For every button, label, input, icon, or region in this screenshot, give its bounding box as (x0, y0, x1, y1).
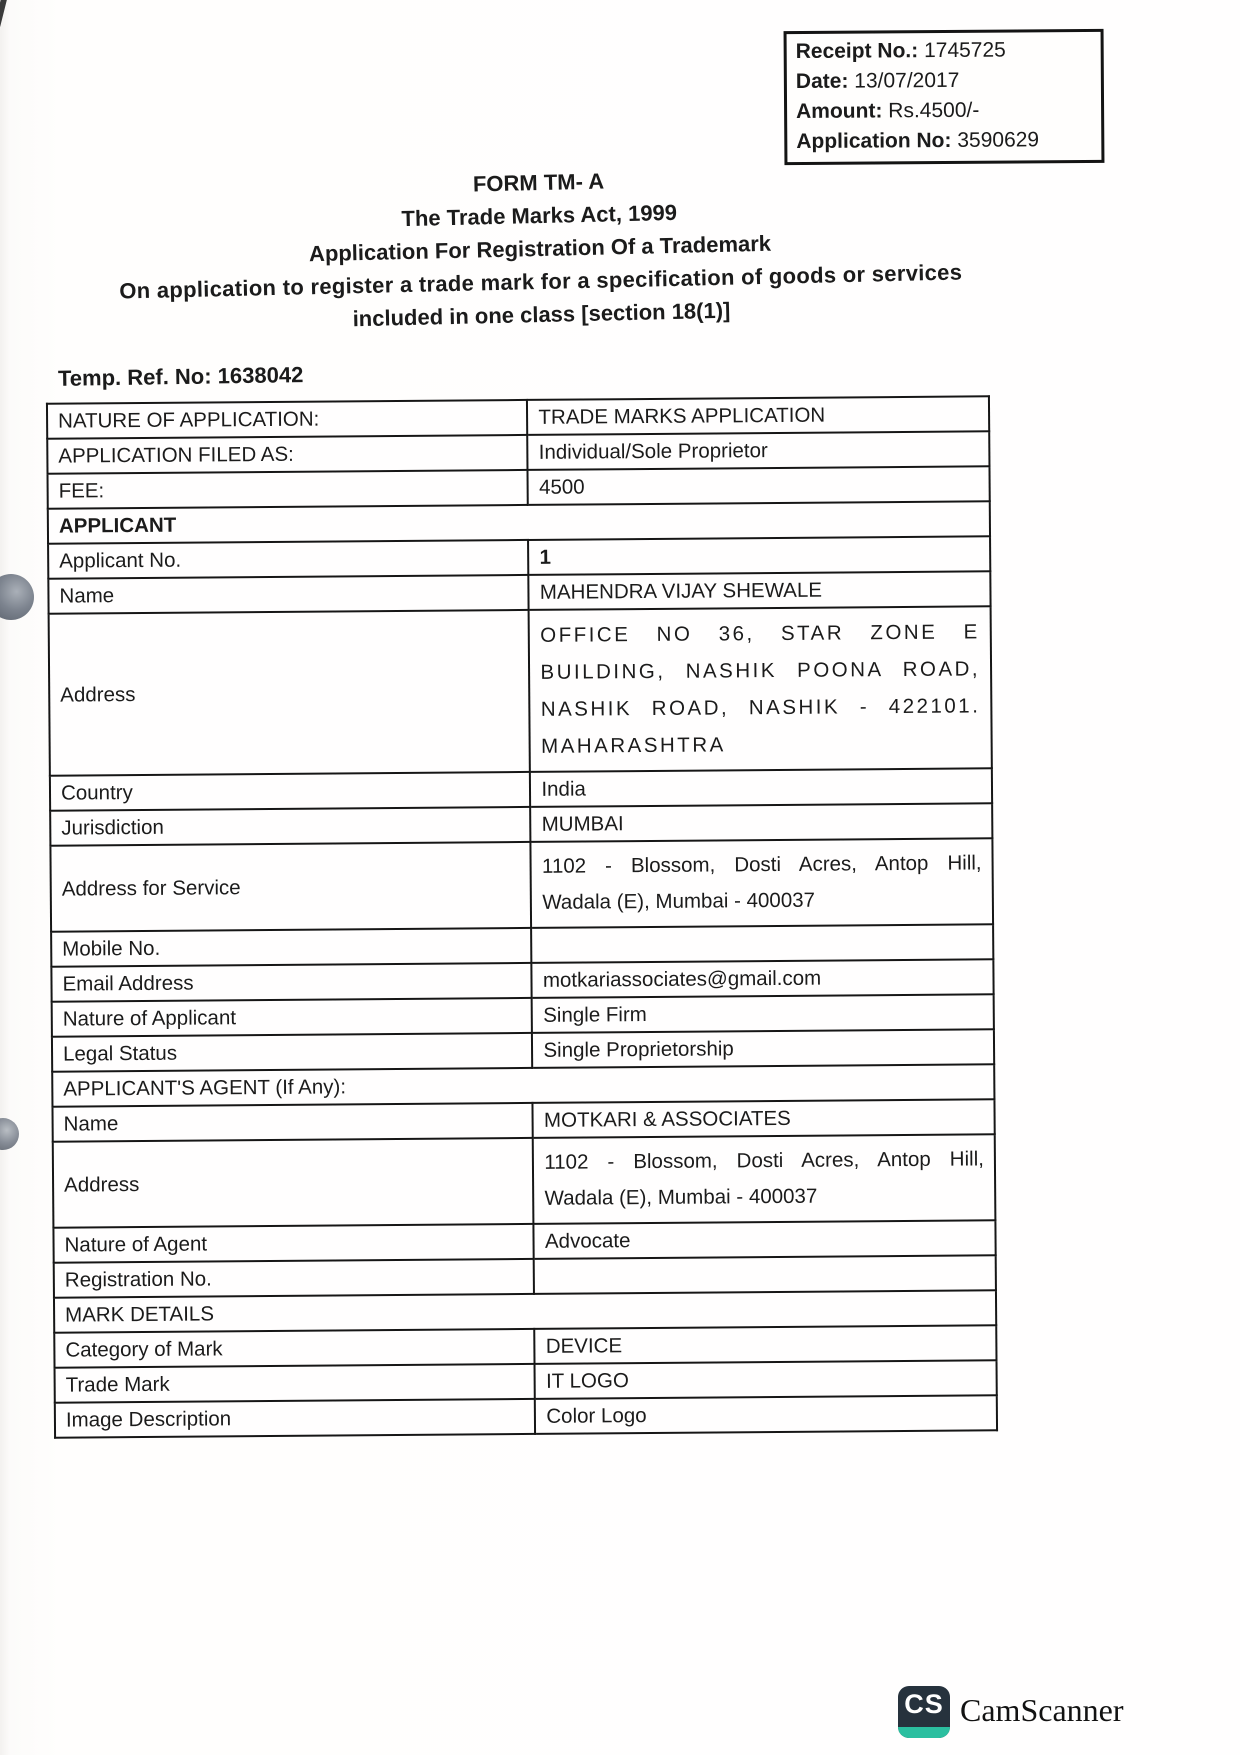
field-value: MAHENDRA VIJAY SHEWALE (529, 571, 991, 610)
receipt-number-label: Receipt No.: (795, 39, 919, 64)
receipt-application-value: 3590629 (957, 128, 1040, 152)
application-title: Application For Registration Of a Trademark (308, 230, 772, 267)
table-row (49, 606, 992, 775)
receipt-amount-value: Rs.4500/- (888, 98, 980, 123)
application-subtitle-2: included in one class [section 18(1)] (352, 297, 731, 332)
field-label: Address (53, 1138, 534, 1228)
field-label: Address (49, 610, 531, 776)
section-header: MARK DETAILS (54, 1290, 996, 1332)
table-row (53, 1134, 996, 1227)
camscanner-initials: CS (904, 1689, 944, 1719)
field-label: Nature of Agent (53, 1224, 534, 1263)
field-value-line: Wadala (E), Mumbai - 400037 (544, 1184, 818, 1210)
section-header: APPLICANT'S AGENT (If Any): (52, 1064, 994, 1106)
field-value (531, 924, 993, 963)
field-label: Legal Status (52, 1033, 533, 1072)
field-label: FEE: (48, 470, 529, 509)
field-value: IT LOGO (535, 1360, 997, 1399)
field-value: MUMBAI (531, 803, 993, 842)
field-label: Name (52, 1103, 533, 1142)
field-label: Image Description (55, 1399, 536, 1438)
punch-hole (0, 574, 34, 620)
field-value: Single Proprietorship (532, 1029, 994, 1068)
temp-ref-number: Temp. Ref. No: 1638042 (57, 362, 304, 391)
receipt-amount-line (796, 95, 1092, 127)
field-label: Category of Mark (54, 1329, 535, 1368)
field-value-line: MAHARASHTRA (540, 733, 726, 758)
field-value (529, 606, 992, 772)
field-value-line: Wadala (E), Mumbai - 400037 (542, 888, 816, 914)
camscanner-logo-strip (898, 1727, 950, 1738)
field-label: Address for Service (50, 842, 531, 932)
field-value: DEVICE (535, 1325, 997, 1364)
field-label: Email Address (51, 963, 532, 1002)
field-label: Mobile No. (51, 928, 532, 967)
field-value-line: NASHIK ROAD, NASHIK - 422101. (540, 694, 981, 721)
field-label: Applicant No. (48, 540, 529, 579)
receipt-date-line (796, 65, 1092, 97)
field-value (533, 1134, 995, 1224)
field-label: Nature of Applicant (52, 998, 533, 1037)
field-value-line: 1102 - Blossom, Dosti Acres, Antop Hill, (544, 1147, 985, 1174)
table-row (55, 1395, 997, 1437)
field-value-line: OFFICE NO 36, STAR ZONE E (540, 620, 980, 647)
field-value: Single Firm (532, 994, 994, 1033)
field-value: Individual/Sole Proprietor (528, 431, 990, 470)
field-value: Advocate (534, 1220, 996, 1259)
field-value: India (530, 768, 992, 807)
application-form-table (46, 395, 998, 1438)
field-label: NATURE OF APPLICATION: (47, 400, 528, 439)
receipt-application-label: Application No: (796, 128, 952, 154)
field-value-line: 1102 - Blossom, Dosti Acres, Antop Hill, (541, 851, 982, 878)
field-value (534, 1255, 996, 1294)
field-label: Name (48, 575, 529, 614)
field-value: TRADE MARKS APPLICATION (527, 396, 989, 435)
receipt-amount-label: Amount: (796, 99, 883, 124)
receipt-date-value: 13/07/2017 (854, 68, 960, 93)
field-label: Jurisdiction (50, 807, 531, 846)
field-value: Color Logo (535, 1395, 997, 1434)
page-corner-mark (0, 0, 8, 28)
receipt-date-label: Date: (795, 69, 849, 94)
field-value: MOTKARI & ASSOCIATES (533, 1099, 995, 1138)
act-title: The Trade Marks Act, 1999 (401, 199, 678, 232)
form-table-body (47, 396, 997, 1437)
field-value: motkariassociates@gmail.com (532, 959, 994, 998)
field-value-line: BUILDING, NASHIK POONA ROAD, (540, 657, 981, 684)
camscanner-wordmark: CamScanner (960, 1692, 1124, 1728)
field-label: Country (50, 772, 531, 811)
receipt-number-value: 1745725 (923, 38, 1006, 63)
form-header (38, 155, 1041, 343)
receipt-box (784, 29, 1105, 165)
receipt-application-line (796, 125, 1092, 157)
section-header: APPLICANT (48, 501, 990, 543)
table-row (50, 838, 993, 931)
form-title: FORM TM- A (472, 168, 605, 197)
field-value: 4500 (528, 466, 990, 505)
punch-hole (0, 1118, 19, 1150)
field-label: Trade Mark (55, 1364, 536, 1403)
field-label: APPLICATION FILED AS: (47, 435, 528, 474)
field-label: Registration No. (54, 1259, 535, 1298)
receipt-number-line (796, 35, 1092, 67)
camscanner-logo-icon (898, 1686, 950, 1738)
field-value: 1 (528, 536, 990, 575)
field-value (531, 838, 993, 928)
application-subtitle: On application to register a trade mark for a specification of goods or services (119, 259, 963, 304)
